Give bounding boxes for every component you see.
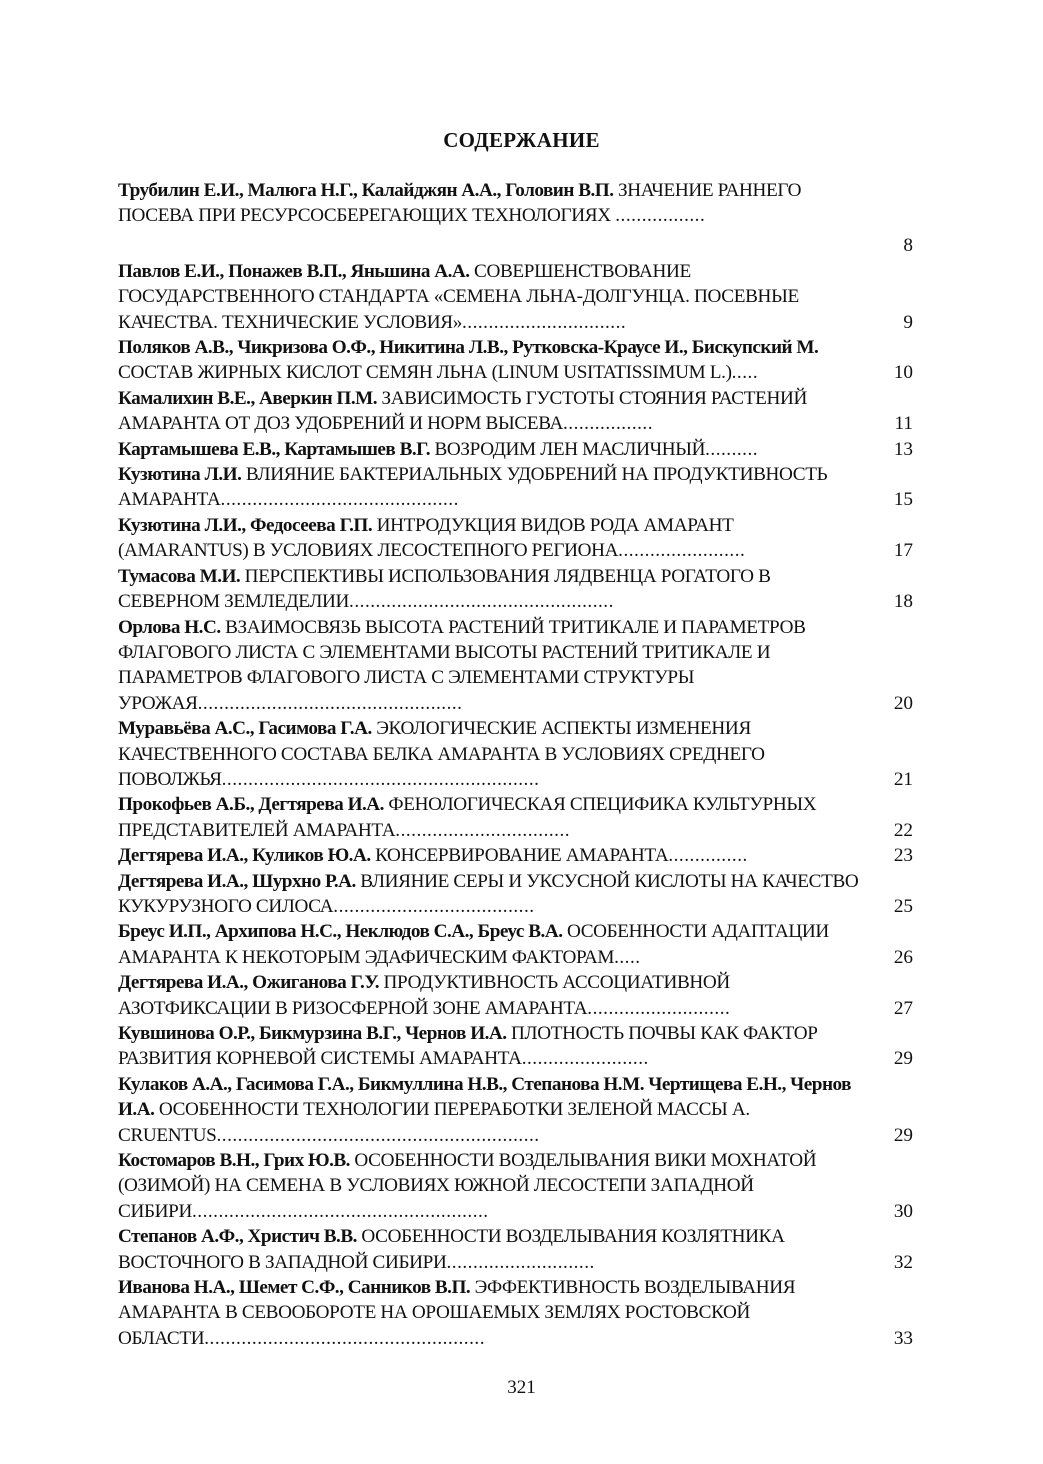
entry-page-number: 27 [893,997,913,1019]
entry-text [118,437,868,462]
entry-leader-dots: ............................... [461,311,627,333]
toc-entry [118,919,918,970]
toc-entry [118,792,918,843]
entry-authors: Кувшинова О.Р., Бикмурзина В.Г., Чернов И.А. [118,1023,507,1044]
entry-leader-dots: ............................ [446,1251,595,1273]
entry-authors: Дегтярева И.А., Ожиганова Г.У. [118,972,380,994]
entry-leader-dots: ............................................................. [216,1124,540,1146]
entry-authors: Камалихин В.Е., Аверкин П.М. [118,387,378,409]
entry-title: ОСОБЕННОСТИ ВОЗДЕЛЫВАНИЯ КОЗЛЯТНИКА ВОСТОЧНОГО В ЗАПАДНОЙ СИБИРИ [118,1226,785,1273]
toc-entry [118,1148,918,1224]
entry-page-number: 18 [893,591,913,613]
entry-title: ОСОБЕННОСТИ АДАПТАЦИИ АМАРАНТА К НЕКОТОРЫМ ЭДАФИЧЕСКИМ ФАКТОРАМ [118,921,829,968]
entry-leader-dots: ...................................... [333,895,535,917]
entry-authors: Степанов А.Ф., Христич В.В. [118,1226,357,1248]
entry-title: ЭФФЕКТИВНОСТЬ ВОЗДЕЛЫВАНИЯ АМАРАНТА В СЕВООБОРОТЕ НА ОРОШАЕМЫХ ЗЕМЛЯХ РОСТОВСКОЙ ОБЛАСТИ [118,1277,796,1349]
entry-page-number: 17 [893,540,913,562]
entry-page-number: 10 [893,362,913,384]
entry-title: ВЛИЯНИЕ СЕРЫ И УКСУСНОЙ КИСЛОТЫ НА КАЧЕСТВО КУКУРУЗНОГО СИЛОСА [118,870,859,917]
entry-page-number: 29 [893,1124,913,1146]
entry-authors: Кулаков А.А., Гасимова Г.А., Бикмуллина Н.В., Степанова Н.М. Чертищева Е.Н., Чернов И.А. [118,1073,851,1121]
entry-authors: Дегтярева И.А., Куликов Ю.А. [118,845,371,867]
entry-text [118,462,868,513]
entry-leader-dots: ............... [668,845,748,867]
toc-entry [118,1275,918,1351]
entry-text [118,513,868,564]
entry-leader-dots: ................................. [395,819,571,841]
entry-authors: Кузютина Л.И. [118,464,242,486]
entry-text [118,178,868,229]
entry-text [118,869,868,920]
entry-authors: Поляков А.В., Чикризова О.Ф., Никитина Л.В., Рутковска-Краусе И., Бискупский М. [118,337,819,359]
toc-entry [118,462,918,513]
toc-entry [118,1224,918,1275]
entry-leader-dots: ........................................................ [191,1200,489,1222]
entry-text [118,1072,868,1148]
entry-title: ЗНАЧЕНИЕ РАННЕГО ПОСЕВА ПРИ РЕСУРСОСБЕРЕГАЮЩИХ ТЕХНОЛОГИЯХ [118,180,802,227]
entry-text [118,843,868,868]
entry-page-number: 22 [893,819,913,841]
entry-leader-dots: .......... [705,438,759,460]
entry-authors: Кузютина Л.И., Федосеева Г.П. [118,514,373,536]
entry-authors: Муравьёва А.С., Гасимова Г.А. [118,718,372,740]
entry-title: ФЕНОЛОГИЧЕСКАЯ СПЕЦИФИКА КУЛЬТУРНЫХ ПРЕДСТАВИТЕЛЕЙ АМАРАНТА [118,794,817,841]
entry-authors: Дегтярева И.А., Шурхно Р.А. [118,870,356,892]
entry-page-number: 29 [893,1048,913,1070]
entry-leader-dots: ........................... [587,997,731,1019]
entry-title: ВЗАИМОСВЯЗЬ ВЫСОТА РАСТЕНИЙ ТРИТИКАЛЕ И ПАРАМЕТРОВ ФЛАГОВОГО ЛИСТА С ЭЛЕМЕНТАМИ ВЫСОТЫ РАСТЕНИЙ ТРИТИКАЛЕ И ПАРАМЕТРОВ ФЛАГОВОГО ЛИСТА С ЭЛЕМЕНТАМИ СТРУКТУРЫ УРОЖАЯ [118,616,806,714]
entry-title: ЗАВИСИМОСТЬ ГУСТОТЫ СТОЯНИЯ РАСТЕНИЙ АМАРАНТА ОТ ДОЗ УДОБРЕНИЙ И НОРМ ВЫСЕВА [118,387,807,435]
entry-title: ПРОДУКТИВНОСТЬ АССОЦИАТИВНОЙ АЗОТФИКСАЦИИ В РИЗОСФЕРНОЙ ЗОНЕ АМАРАНТА [118,972,730,1019]
entry-leader-dots: ................. [562,413,654,435]
table-of-contents [118,178,918,1351]
toc-entry [118,716,918,792]
entry-text [118,259,868,335]
entry-text [118,615,868,717]
entry-title: ЭКОЛОГИЧЕСКИЕ АСПЕКТЫ ИЗМЕНЕНИЯ КАЧЕСТВЕННОГО СОСТАВА БЕЛКА АМАРАНТА В УСЛОВИЯХ СРЕДНЕГО ПОВОЛЖЬЯ [118,718,765,790]
entry-leader-dots: ............................................. [220,489,459,511]
entry-leader-dots: ..... [731,362,759,384]
toc-entry [118,335,918,386]
entry-title: КОНСЕРВИРОВАНИЕ АМАРАНТА [370,845,669,867]
entry-text [118,1021,868,1072]
toc-entry [118,513,918,564]
entry-text [118,335,868,386]
entry-title: ВЛИЯНИЕ БАКТЕРИАЛЬНЫХ УДОБРЕНИЙ НА ПРОДУКТИВНОСТЬ АМАРАНТА [118,464,828,511]
entry-page-number: 32 [893,1251,913,1273]
entry-page-number: 9 [903,311,913,333]
toc-entry [118,259,918,335]
entry-authors: Орлова Н.С. [118,616,221,638]
entry-page-number: 33 [893,1327,913,1349]
page-number: 321 [507,1377,536,1398]
entry-text [118,386,868,437]
toc-entry [118,564,918,615]
entry-leader-dots: ............................................................ [221,768,540,790]
entry-page-number: 21 [893,768,913,790]
entry-title: СОВЕРШЕНСТВОВАНИЕ ГОСУДАРСТВЕННОГО СТАНДАРТА «СЕМЕНА ЛЬНА-ДОЛГУНЦА. ПОСЕВНЫЕ КАЧЕСТВА. ТЕХНИЧЕСКИЕ УСЛОВИЯ» [118,260,799,333]
entry-text [118,716,868,792]
toc-entry [118,386,918,437]
toc-entry [118,1021,918,1072]
entry-leader-dots: ................. [615,205,706,227]
entry-text [118,970,868,1021]
entry-authors: Костомаров В.Н., Грих Ю.В. [118,1150,350,1172]
entry-text [118,792,868,843]
entry-text [118,1275,868,1351]
entry-title: ИНТРОДУКЦИЯ ВИДОВ РОДА АМАРАНТ (AMARANTUS) В УСЛОВИЯХ ЛЕСОСТЕПНОГО РЕГИОНА [118,514,734,562]
entry-page-number: 13 [893,438,913,460]
entry-title: ПЛОТНОСТЬ ПОЧВЫ КАК ФАКТОР РАЗВИТИЯ КОРНЕВОЙ СИСТЕМЫ АМАРАНТА [118,1023,818,1070]
entry-title: ОСОБЕННОСТИ ТЕХНОЛОГИИ ПЕРЕРАБОТКИ ЗЕЛЕНОЙ МАССЫ A. CRUENTUS [118,1099,750,1146]
entry-authors: Прокофьев А.Б., Дегтярева И.А. [118,794,384,816]
entry-text [118,564,868,615]
entry-leader-dots: ........................ [618,540,746,562]
entry-leader-dots: ..................................................... [204,1327,485,1349]
entry-page-number: 26 [893,946,913,968]
entry-authors: Трубилин Е.И., Малюга Н.Г., Калайджян А.А., Головин В.П. [118,180,614,201]
entry-text [118,1148,868,1224]
entry-authors: Тумасова М.И. [118,565,241,587]
toc-entry [118,869,918,920]
entry-page-number: 23 [893,845,913,867]
toc-entry [118,843,918,868]
entry-leader-dots: .................................................. [349,591,614,613]
entry-leader-dots: ........................ [521,1048,649,1070]
entry-authors: Павлов Е.И., Понажев В.П., Яньшина А.А. [118,260,470,282]
entry-page-number: 11 [894,413,913,435]
entry-leader-dots: ..... [614,946,641,968]
entry-title: ПЕРСПЕКТИВЫ ИСПОЛЬЗОВАНИЯ ЛЯДВЕНЦА РОГАТОГО В СЕВЕРНОМ ЗЕМЛЕДЕЛИИ [118,565,771,613]
toc-entry [118,970,918,1021]
entry-page-number: 20 [893,692,913,714]
entry-authors: Иванова Н.А., Шемет С.Ф., Санников В.П. [118,1277,471,1299]
entry-page-number: 25 [893,895,913,917]
entry-text [118,1224,868,1275]
entry-authors: Картамышева Е.В., Картамышев В.Г. [118,438,431,460]
toc-entry [118,1072,918,1148]
entry-page-number: 15 [893,489,913,511]
entry-title: ОСОБЕННОСТИ ВОЗДЕЛЫВАНИЯ ВИКИ МОХНАТОЙ (ОЗИМОЙ) НА СЕМЕНА В УСЛОВИЯХ ЮЖНОЙ ЛЕСОСТЕПИ ЗАПАДНОЙ СИБИРИ [118,1150,817,1222]
entry-text [118,919,868,970]
entry-page-number: 8 [903,235,913,257]
toc-entry [118,615,918,717]
toc-entry [118,178,918,257]
contents-title: СОДЕРЖАНИЕ [443,128,600,152]
entry-authors: Бреус И.П., Архипова Н.С., Неклюдов С.А., Бреус В.А. [118,921,563,943]
entry-page-number: 30 [893,1200,913,1222]
entry-title: СОСТАВ ЖИРНЫХ КИСЛОТ СЕМЯН ЛЬНА (LINUM USITATISSIMUM L.) [118,362,732,384]
entry-leader-dots: .................................................. [197,692,463,714]
toc-entry [118,437,918,462]
entry-title: ВОЗРОДИМ ЛЕН МАСЛИЧНЫЙ [430,438,706,460]
